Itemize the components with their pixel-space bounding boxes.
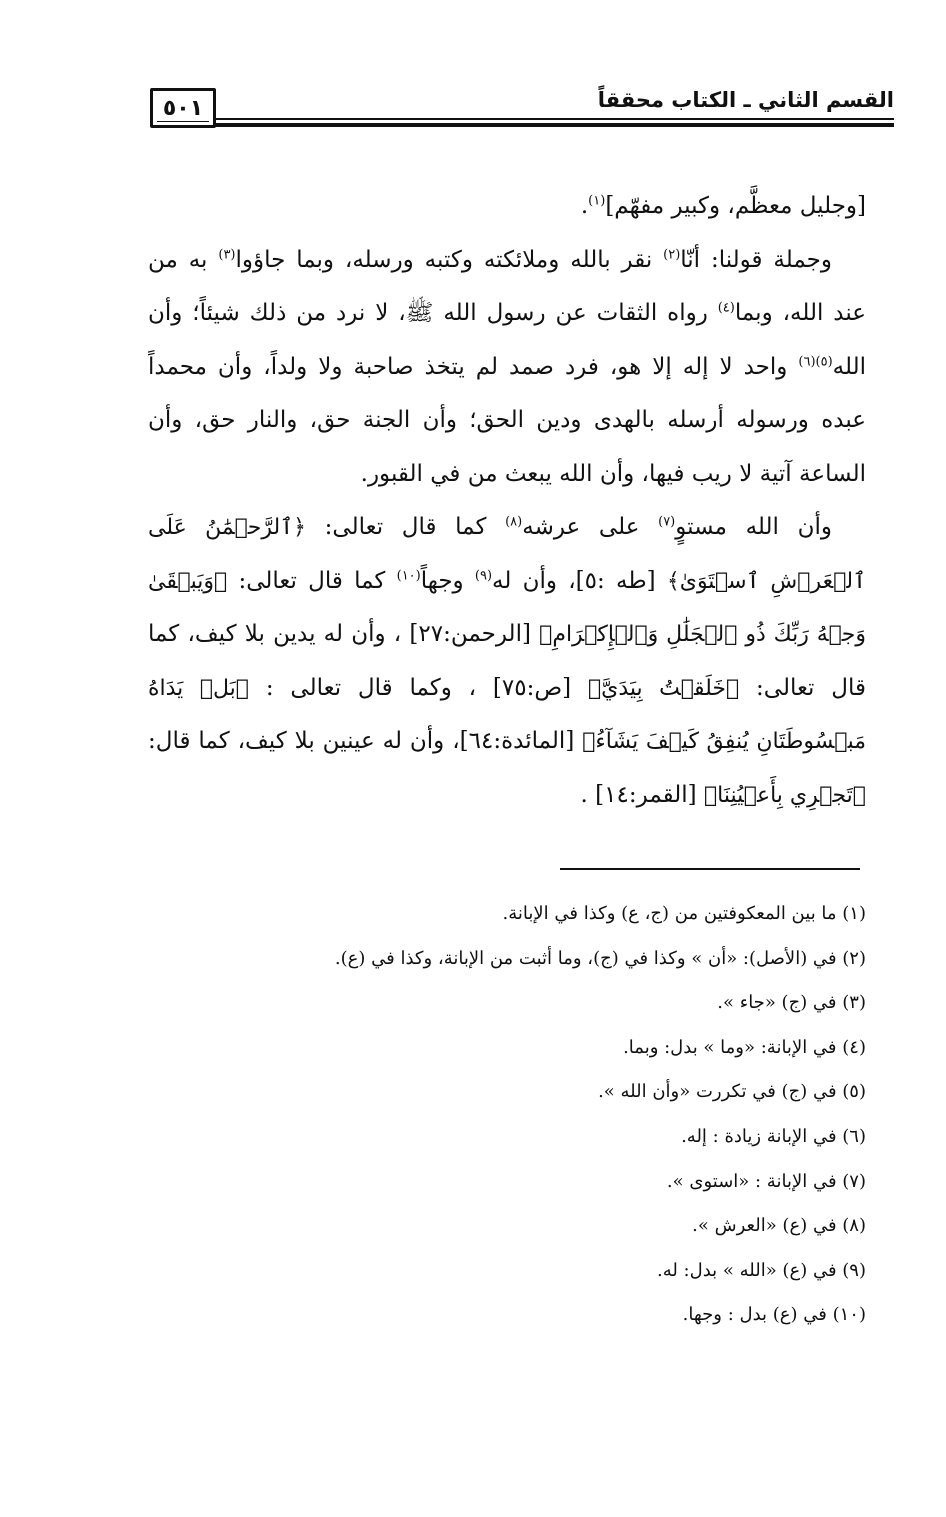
text-run: به من عند الله، وبما	[148, 246, 866, 326]
footnote-ref: (٧)	[658, 514, 676, 530]
text-run: كما قال تعالى:	[227, 567, 397, 594]
footnote-ref: (١٠)	[396, 567, 421, 583]
footnote-2: (٢) في (الأصل): «أن » وكذا في (ج)، وما أثبت من الإبانة، وكذا في (ع).	[334, 947, 866, 969]
paragraph-1	[148, 180, 866, 234]
footnote-4: (٤) في الإبانة: «وما » بدل: وبما.	[623, 1036, 866, 1058]
text-run: وأن الله مستوٍ	[675, 514, 832, 540]
text-run: وجهاً	[420, 567, 475, 594]
footnote-ref: (٩)	[474, 567, 493, 583]
text-run: .	[580, 193, 589, 219]
main-text	[148, 180, 866, 822]
page-number: ٥٠١	[150, 88, 216, 128]
text-run: رواه الثقات عن رسول الله ﷺ، لا نرد من ذلك شيئاً؛ وأن الله	[148, 300, 866, 380]
footnote-5: (٥) في (ج) في تكررت «وأن الله ».	[598, 1081, 866, 1103]
footnote-ref: (٨)	[505, 514, 523, 530]
text-run: [وجليل معظَّم، وكبير مفهّم]	[605, 193, 866, 219]
text-run: [ص:٧٥] ، وكما قال تعالى :	[249, 674, 588, 701]
text-run: [الرحمن:٢٧] ، وأن له يدين بلا كيف، كما قال تعالى:	[148, 621, 866, 701]
footnote-3: (٣) في (ج) «جاء ».	[717, 992, 866, 1014]
text-run: واحد لا إله إلا هو، فرد صمد لم يتخذ صاحبة ولا ولداً، وأن محمداً عبده ورسوله أرسله بالهدى ودين الحق؛ وأن الجنة حق، والنار حق، وأن الساعة آتية لا ريب فيها، وأن الله يبعث من في القبور.	[148, 353, 866, 487]
footnote-7: (٧) في الإبانة : «استوى ».	[666, 1170, 866, 1192]
footnotes	[200, 892, 866, 1338]
text-run: [طه :٥]، وأن له	[492, 567, 667, 594]
footnote-ref: (٣)	[218, 246, 236, 262]
quran-quote: ﴿خَلَقۡتُ بِيَدَيَّ﴾	[587, 675, 740, 701]
text-run: نقر بالله وملائكته وكتبه ورسله، وبما جاؤوا	[235, 246, 664, 273]
quran-quote: ﴿وَيَبۡقَىٰ وَجۡهُ رَبِّكَ ذُو ٱلۡجَلَٰلِ وَٱلۡإِكۡرَامِ﴾	[148, 568, 866, 647]
footnote-6: (٦) في الإبانة زيادة : إله.	[681, 1125, 866, 1147]
text-run: [القمر:١٤] .	[580, 781, 704, 808]
footnote-1: (١) ما بين المعكوفتين من (ج، ع) وكذا في الإبانة.	[502, 903, 866, 924]
paragraph-3	[148, 501, 866, 822]
text-run: [المائدة:٦٤]، وأن له عينين بلا كيف، كما قال:	[148, 728, 583, 754]
footnote-ref: (٢)	[663, 246, 681, 262]
quran-quote: ﴿ٱلرَّحۡمَٰنُ عَلَى ٱلۡعَرۡشِ ٱسۡتَوَىٰ﴾	[148, 515, 866, 594]
quran-quote: ﴿بَلۡ يَدَاهُ مَبۡسُوطَتَانِ يُنفِقُ كَيۡفَ يَشَآءُ﴾	[148, 675, 866, 754]
running-header-title: القسم الثاني ـ الكتاب محققاً	[597, 88, 894, 112]
text-run: كما قال تعالى:	[306, 514, 506, 540]
quran-quote: ﴿تَجۡرِي بِأَعۡيُنِنَا﴾	[703, 782, 866, 808]
footnote-separator	[560, 868, 860, 870]
text-run: وجملة قولنا: أنّا	[680, 246, 832, 273]
footnote-9: (٩) في (ع) «الله » بدل: له.	[656, 1259, 866, 1281]
header-rule	[213, 118, 894, 127]
footnote-ref: (١)	[588, 193, 606, 209]
footnote-10: (١٠) في (ع) بدل : وجها.	[682, 1304, 866, 1326]
footnote-ref: (٥)(٦)	[798, 353, 833, 369]
footnote-ref: (٤)	[717, 300, 735, 316]
paragraph-2	[148, 234, 866, 502]
text-run: على عرشه	[522, 514, 659, 540]
footnote-8: (٨) في (ع) «العرش ».	[692, 1215, 866, 1237]
